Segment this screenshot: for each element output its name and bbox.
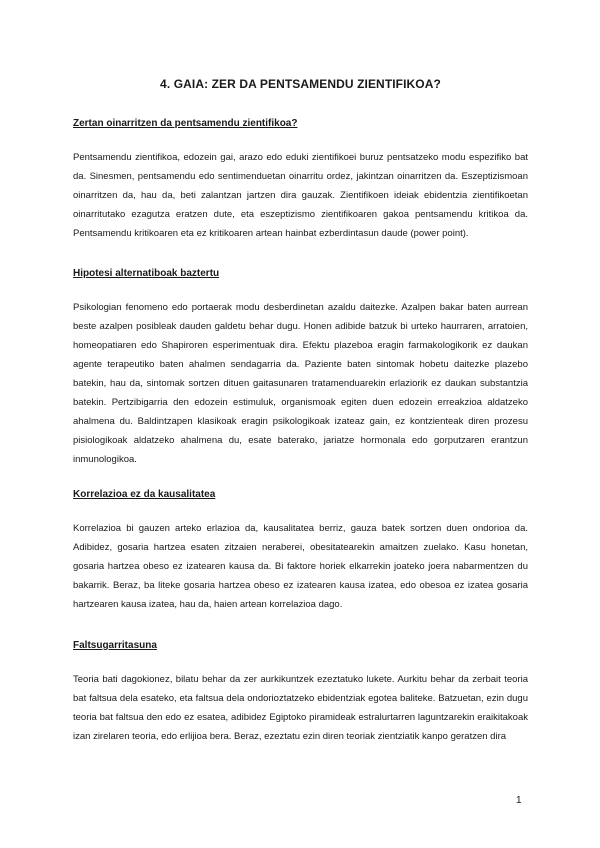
section-heading: Korrelazioa ez da kausalitatea (73, 489, 216, 500)
section-heading: Hipotesi alternatiboak baztertu (73, 268, 220, 279)
section-heading: Zertan oinarritzen da pentsamendu zientifikoa? (73, 118, 298, 129)
section-paragraph: Korrelazioa bi gauzen arteko erlazioa da, kausalitatea berriz, gauza batek sortzen duen ondorioa da. Adibidez, gosaria hartzea esaten zitzaien neraberei, obesitatearekin amaitzen zuelako. Kasu honetan, gosaria hartzea obeso ez izatearen kausa da. Bi faktore horiek elkarrekin joateko joera nabarmentzen du bakarrik. Beraz, ba liteke gosaria hartzea obeso ez izatearen kausa izatea, edo obesoa ez izatea gosaria hartzearen kausa izatea, hau da, haien artean korrelazioa dago. (73, 523, 528, 610)
section-paragraph: Psikologian fenomeno edo portaerak modu desberdinetan azaldu daitezke. Azalpen bakar baten aurrean beste azalpen posibleak dauden galdetu behar dugu. Honen adibide batzuk bi urteko haurraren, arratoien, homeopatiaren edo Shapiroren esperimentuak dira. Efektu plazeboa eragin farmakologikorik ez daukan agente terapeutiko baten ahalmen sendagarria da. Paziente baten sintomak hobetu daitezke plazebo batekin, hau da, sintomak sortzen dituen gaitasunaren tratamenduarekin erlaziorik ez daukan substantzia batekin. Pertzibigarria den edozein estimuluk, organismoak egiten duen edozein erreakzioa aldatzeko ahalmena du. Baldintzapen klasikoak eragin psikologikoak izateaz gain, ez kontzienteak diren prozesu pisiologikoak aldatzeko ahalmena du, esate baterako, jariatze hormonala edo gorputzaren erantzun inmunologikoa. (73, 302, 528, 465)
section-paragraph: Teoria bati dagokionez, bilatu behar da zer aurkikuntzek ezeztatuko lukete. Aurkitu behar da zerbait teoria bat faltsua dela esateko, eta faltsua dela ondorioztatzeko ebidentziak egotea baliteke. Batzuetan, ezin dugu teoria bat faltsua den edo ez esatea, adibidez Egiptoko piramideak estralurtarren laguntzarekin eraikitakoak izan zirelaren teoria, edo erlijioa bera. Beraz, ezeztatu ezin diren teoriak zientziatik kanpo geratzen dira (73, 674, 528, 742)
section-heading: Faltsugarritasuna (73, 640, 157, 651)
page-number: 1 (516, 795, 522, 806)
page-title: 4. GAIA: ZER DA PENTSAMENDU ZIENTIFIKOA? (160, 77, 441, 91)
section-paragraph: Pentsamendu zientifikoa, edozein gai, arazo edo eduki zientifikoei buruz pentsatzeko modu espezifiko bat da. Sinesmen, pentsamendu edo sentimenduetan oinarritu ordez, jakintzan oinarritzen da. Eszeptizismoan oinarritzen da, hau da, beti zalantzan jartzen dira gauzak. Zientifikoen ideiak ebidentzia zientifikoetan oinarritutako ezagutza eratzen dute, eta eszeptizismo zientifikoaren gakoa pentsamendu kritikoa da. Pentsamendu kritikoaren eta ez kritikoaren artean hainbat ezberdintasun daude (power point). (73, 152, 528, 239)
